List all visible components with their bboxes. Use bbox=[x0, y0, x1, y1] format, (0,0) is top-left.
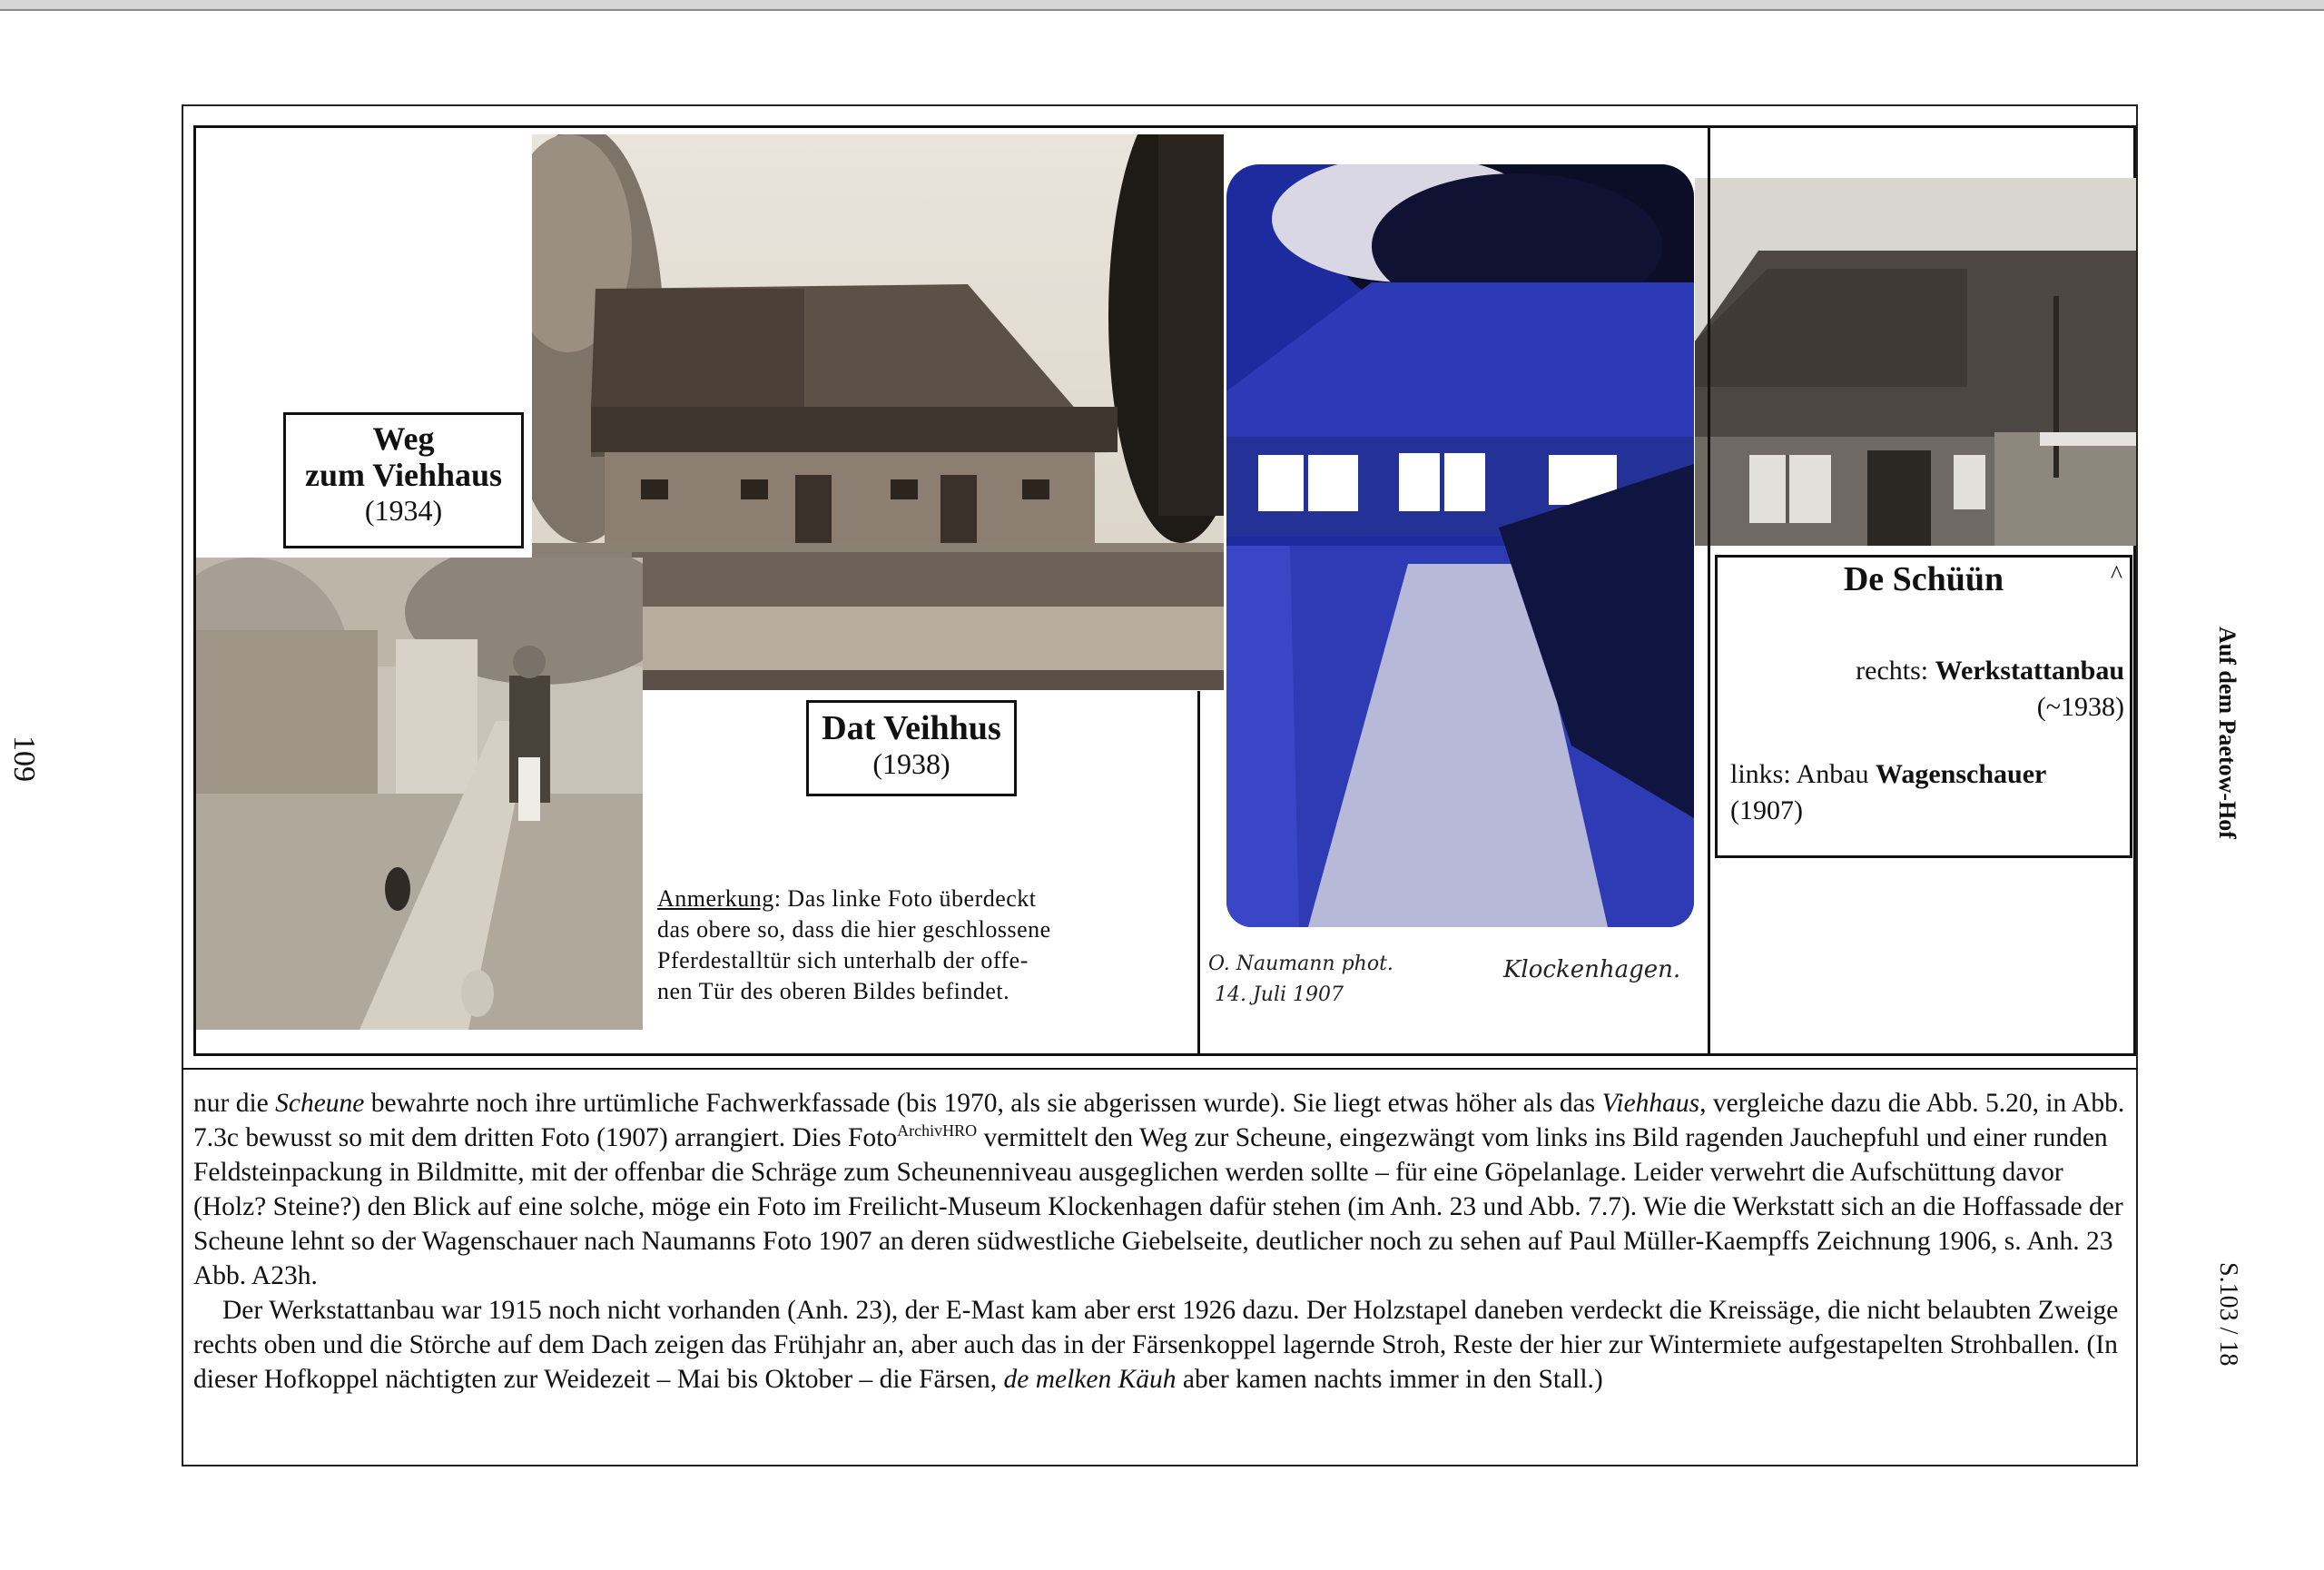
note-line1 bbox=[657, 884, 1166, 914]
weg-photo-svg bbox=[196, 558, 643, 1030]
label-schuun-links-prefix: links: Anbau bbox=[1730, 759, 1876, 789]
label-schuun-title: De Schüün bbox=[1843, 560, 2004, 598]
body-p1-a: nur die bbox=[193, 1089, 276, 1118]
label-veihhus-year: (1938) bbox=[872, 747, 950, 780]
label-schuun-links-bold: Wagenschauer bbox=[1876, 759, 2047, 789]
photo-weg-1934 bbox=[196, 558, 643, 1030]
body-p2-a: Der Werkstattanbau war 1915 noch nicht vorhanden (Anh. 23), der E-Mast kam aber erst 1926 dazu. Der Holzstapel daneben verdeckt die Kreissäge, die nicht belaubten Zweige rechts oben und die Störche auf dem Dach zeigen das Frühjahr an, aber auch das in der Färsenkoppel lagernde Stroh, Reste der hier zur Wintermiete aufgestapelten Strohballen. (In dieser Hofkoppel nächtigten zur Weidezeit – Mai bis Oktober – die Färsen, bbox=[193, 1296, 2119, 1394]
body-paragraph-1 bbox=[193, 1086, 2127, 1293]
schuun-photo-svg bbox=[1695, 178, 2136, 546]
figure-panel bbox=[193, 125, 2136, 1056]
label-schuun-rechts-prefix: rechts: bbox=[1856, 656, 1935, 686]
side-header-title: Auf dem Paetow-Hof bbox=[2214, 627, 2240, 839]
note-line2: das obere so, dass die hier geschlossene bbox=[657, 916, 1051, 943]
handwriting-photographer: O. Naumann phot. bbox=[1208, 953, 1393, 975]
note-line4: nen Tür des oberen Bildes befindet. bbox=[657, 978, 1010, 1004]
body-p1-b: bewahrte noch ihre urtümliche Fachwerkfassade (bis 1970, als sie abgerissen wurde). Sie liegt etwas höher als das bbox=[364, 1089, 1602, 1118]
note-label: Anmerkung bbox=[657, 885, 774, 912]
divider-vertical-right bbox=[1708, 128, 1710, 1056]
label-schuun-rechts bbox=[1856, 656, 2124, 686]
label-schuun-rechts-year: (~1938) bbox=[2036, 692, 2124, 722]
body-p1-sup: ArchivHRO bbox=[897, 1121, 978, 1140]
label-weg-line1: Weg bbox=[372, 420, 435, 457]
note-line1-text: : Das linke Foto überdeckt bbox=[773, 885, 1037, 912]
body-p1-viehhaus: Viehhaus bbox=[1601, 1089, 1700, 1118]
body-paragraph-2 bbox=[193, 1293, 2127, 1397]
page-number: 109 bbox=[7, 736, 41, 782]
figure-bottom-rule bbox=[182, 1068, 2138, 1070]
body-p1-scheune: Scheune bbox=[275, 1089, 365, 1118]
note-line3: Pferdestalltür sich unterhalb der offe- bbox=[657, 947, 1029, 973]
label-weg-year: (1934) bbox=[364, 494, 443, 527]
divider-vertical-middle bbox=[1197, 691, 1200, 1056]
body-p2-italic: de melken Käuh bbox=[1003, 1365, 1177, 1394]
photo-scheune-1907 bbox=[1226, 164, 1694, 927]
handwriting-date: 14. Juli 1907 bbox=[1215, 983, 1344, 1006]
body-p1-d: vermittelt den Weg zur Scheune, eingezwängt vom links ins Bild ragenden Jauchepfuhl und einer runden Feldsteinpackung in Bildmitte, mit der offenbar die Schräge zum Scheunenniveau ausgeglichen werden sollte – für eine Göpelanlage. Leider verwehrt die Aufschüttung davor (Holz? Steine?) den Blick auf eine solche, möge ein Foto im Freilicht-Museum Klockenhagen dafür stehen (im Anh. 23 und Abb. 7.7). Wie die Werkstatt sich an die Hoffassade der Scheune lehnt so der Wagenschauer nach Naumanns Foto 1907 an deren südwestliche Giebelseite, deutlicher noch zu sehen auf Paul Müller-Kaempffs Zeichnung 1906, s. Anh. 23 Abb. A23h. bbox=[193, 1123, 2123, 1290]
handwriting-place: Klockenhagen. bbox=[1503, 956, 1681, 983]
photo-schuun bbox=[1695, 178, 2136, 546]
body-text bbox=[193, 1086, 2127, 1397]
label-schuun-caret: ^ bbox=[2110, 561, 2122, 589]
page-top-edge bbox=[0, 0, 2324, 11]
body-p1-c: , vergleiche dazu die Abb. 5.20, in Abb. 7.3c bewusst so mit dem dritten Foto (1907) arrangiert. Dies Foto bbox=[193, 1089, 2125, 1152]
side-header-ref: S.103 / 18 bbox=[2214, 1262, 2242, 1367]
label-de-schuun bbox=[1715, 555, 2132, 858]
label-schuun-rechts-bold: Werkstattanbau bbox=[1935, 656, 2124, 686]
label-veihhus-title: Dat Veihhus bbox=[822, 709, 1001, 747]
label-schuun-links bbox=[1730, 759, 2046, 790]
label-dat-veihhus bbox=[806, 700, 1017, 796]
label-weg-line2: zum Viehhaus bbox=[304, 457, 503, 493]
body-p2-b: aber kamen nachts immer in den Stall.) bbox=[1176, 1365, 1603, 1394]
label-schuun-links-year: (1907) bbox=[1730, 795, 1803, 825]
scheune-1907-photo-svg bbox=[1226, 164, 1694, 927]
label-weg-zum-viehhaus bbox=[283, 412, 524, 548]
anmerkung-note bbox=[657, 884, 1166, 1007]
